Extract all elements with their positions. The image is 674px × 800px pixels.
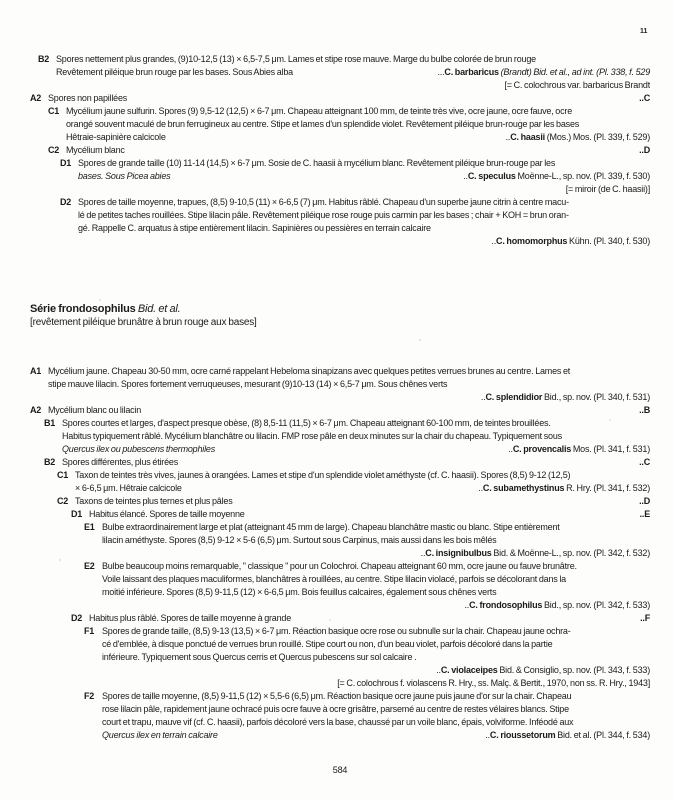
leader-dots: .. bbox=[508, 444, 513, 454]
species-reference bbox=[465, 600, 651, 610]
entry-line bbox=[71, 508, 650, 521]
species-name: C. homomorphus bbox=[496, 236, 568, 246]
entry-line bbox=[71, 612, 650, 625]
entry-line bbox=[38, 53, 650, 66]
species-reference bbox=[436, 665, 650, 675]
page-number: 584 bbox=[332, 765, 348, 775]
species-line bbox=[84, 547, 650, 560]
key-entry bbox=[60, 157, 650, 196]
entry-code: E1 bbox=[84, 522, 95, 532]
entry-code: D1 bbox=[71, 509, 83, 519]
identification-key-1 bbox=[30, 53, 650, 248]
key-entry bbox=[48, 105, 650, 144]
key-entry bbox=[57, 495, 650, 508]
entry-code: B2 bbox=[38, 54, 50, 64]
series-title: Série frondosophilus bbox=[30, 303, 136, 315]
entry-line bbox=[84, 690, 650, 703]
leader-dots: .. bbox=[478, 483, 483, 493]
entry-code: C2 bbox=[57, 496, 69, 506]
key-entry bbox=[71, 508, 650, 521]
key-entry bbox=[60, 196, 650, 248]
entry-code: E2 bbox=[84, 561, 95, 571]
species-authority: (Brandt) Bid. et al., ad int. (Pl. 338, f. 529 bbox=[498, 67, 650, 77]
entry-text: Revêtement piléique brun rouge par les bases. Sous Abies alba bbox=[56, 67, 293, 77]
species-reference bbox=[485, 729, 650, 742]
entry-code: A2 bbox=[30, 405, 42, 415]
entry-line bbox=[84, 521, 650, 534]
species-line bbox=[84, 664, 650, 677]
key-entry bbox=[71, 612, 650, 625]
synonym-line: [= miroir (de C. haasii)] bbox=[565, 184, 650, 194]
entry-text: Spores courtes et larges, d'aspect presque obèse, (8) 8,5-11 (11,5) × 6-7 μm. Chapeau atteignant 60-100 mm, de teintes brouillées. bbox=[62, 418, 551, 428]
entry-line bbox=[48, 131, 650, 144]
synonym-line: [= C. colochrous f. violascens R. Hry., ss. Malç. & Bertit., 1970, non ss. R. Hry., 1943] bbox=[337, 678, 650, 688]
entry-code: B2 bbox=[44, 457, 56, 467]
species-name: C. provencalis bbox=[512, 444, 572, 454]
species-reference bbox=[491, 236, 650, 246]
entry-text: Taxon de teintes très vives, jaunes à orangées. Lames et stipe d'un splendide violet améthyste (cf. C. haasii). Spores (8,5) 9-12 (12,5) bbox=[75, 470, 571, 480]
entry-line: Voile laissant des plaques maculiformes, blanchâtres à rouillées, au centre. Stipe lilacin violacé, parfois se décolorant dans la bbox=[102, 574, 566, 584]
page-content bbox=[30, 53, 650, 777]
species-reference bbox=[478, 482, 650, 495]
leader-dots: .. bbox=[436, 665, 441, 675]
species-reference bbox=[437, 66, 650, 79]
leader-dots: ... bbox=[437, 67, 445, 77]
entry-text: Taxons de teintes plus ternes et plus pâles bbox=[75, 496, 233, 506]
entry-code: C1 bbox=[57, 470, 69, 480]
species-authority: Moënne-L., sp. nov. (Pl. 339, f. 530) bbox=[515, 171, 650, 181]
species-authority: Bid., sp. nov. (Pl. 340, f. 531) bbox=[542, 392, 650, 402]
key-jump-letter: ..C bbox=[639, 457, 650, 467]
entry-line: moitié inférieure. Spores (8,5) 9-11,5 (12) × 6-6,5 μm. Bois feuillus calcaires, également sous chênes verts bbox=[102, 587, 497, 597]
entry-text: Spores de taille moyenne, trapues, (8,5) 9-10,5 (11) × 6-6,5 (7) μm. Habitus râblé. Chapeau d'un superbe jaune citrin à centre macu- bbox=[78, 197, 569, 207]
entry-text: × 6-6,5 μm. Hêtraie calcicole bbox=[75, 483, 182, 493]
species-name: C. haasii bbox=[510, 132, 545, 142]
entry-line bbox=[30, 92, 650, 105]
entry-line: Habitus typiquement râblé. Mycélium blanchâtre ou lilacin. FMP rose pâle en deux minutes sur la chair du chapeau. Typiquement sous bbox=[62, 431, 562, 441]
species-line bbox=[30, 391, 650, 404]
species-name: C. speculus bbox=[467, 171, 516, 181]
entry-code: D2 bbox=[60, 197, 72, 207]
entry-line: lilacin améthyste. Spores (8,5) 9-12 × 5-6 (6,5) μm. Surtout sous Carpinus, mais aussi dans les bois mêlés bbox=[102, 535, 497, 545]
entry-text: Spores nettement plus grandes, (9)10-12,5 (13) × 6,5-7,5 μm. Lames et stipe rose mauve. Marge du bulbe colorée de brun rouge bbox=[56, 54, 536, 64]
entry-code: A1 bbox=[30, 366, 42, 376]
key-jump-letter: ..C bbox=[639, 93, 650, 103]
species-authority: Mos. (Pl. 341, f. 531) bbox=[571, 444, 650, 454]
species-reference bbox=[463, 170, 650, 183]
key-entry bbox=[84, 690, 650, 742]
entry-text: Spores différentes, plus étirées bbox=[62, 457, 179, 467]
key-entry bbox=[30, 404, 650, 417]
entry-line bbox=[84, 625, 650, 638]
key-jump-letter: ..E bbox=[639, 509, 650, 519]
entry-line bbox=[48, 105, 650, 118]
species-authority: Bid., sp. nov. (Pl. 342, f. 533) bbox=[542, 600, 650, 610]
species-name: C. frondosophilus bbox=[469, 600, 543, 610]
key-entry bbox=[57, 469, 650, 495]
entry-line bbox=[30, 365, 650, 378]
key-entry bbox=[38, 53, 650, 92]
entry-text: Habitus plus râblé. Spores de taille moyenne à grande bbox=[89, 613, 292, 623]
species-reference bbox=[421, 548, 650, 558]
entry-text: Quercus ilex en terrain calcaire bbox=[102, 730, 218, 740]
key-jump-letter: ..B bbox=[639, 405, 650, 415]
entry-code: F2 bbox=[84, 691, 95, 701]
entry-line bbox=[48, 144, 650, 157]
entry-line: stipe mauve lilacin. Spores fortement verruqueuses, mesurant (9)10-13 (14) × 6,5-7 μm. Sous chênes verts bbox=[48, 379, 448, 389]
entry-text: Mycélium jaune. Chapeau 30-50 mm, ocre carné rappelant Hebeloma sinapizans avec quelques petites verrues brunes au centre. Lames et bbox=[48, 366, 571, 376]
leader-dots: .. bbox=[464, 600, 470, 610]
entry-line bbox=[84, 729, 650, 742]
entry-text: Spores non papillées bbox=[48, 93, 128, 103]
key-jump-letter: ..D bbox=[639, 145, 650, 155]
key-entry bbox=[84, 560, 650, 612]
species-authority: Bid. et al. (Pl. 344, f. 534) bbox=[555, 730, 650, 740]
entry-line bbox=[57, 469, 650, 482]
entry-code: D1 bbox=[60, 158, 72, 168]
series-header bbox=[30, 302, 650, 316]
key-entry bbox=[84, 625, 650, 690]
entry-code: C1 bbox=[48, 106, 60, 116]
entry-line bbox=[30, 404, 650, 417]
species-name: C. subamethystinus bbox=[482, 483, 565, 493]
key-jump-letter: ..F bbox=[640, 613, 650, 623]
entry-text: bases. Sous Picea abies bbox=[78, 171, 171, 181]
entry-code: D2 bbox=[71, 613, 83, 623]
key-entry bbox=[30, 365, 650, 404]
species-line bbox=[60, 235, 650, 248]
species-name: C. rioussetorum bbox=[489, 730, 556, 740]
series-subtitle: [revêtement piléique brunâtre à brun rouge aux bases] bbox=[30, 317, 257, 328]
species-authority: Kühn. (Pl. 340, f. 530) bbox=[567, 236, 650, 246]
leader-dots: .. bbox=[463, 171, 468, 181]
key-jump-letter: ..D bbox=[639, 496, 650, 506]
entry-line bbox=[44, 443, 650, 456]
entry-text: Spores de grande taille, (8,5) 9-13 (13,5) × 6-7 μm. Réaction basique ocre rose ou subnulle sur la chair. Chapeau jaune ochra- bbox=[102, 626, 571, 636]
key-entry bbox=[44, 456, 650, 469]
entry-line bbox=[38, 66, 650, 79]
species-reference bbox=[481, 392, 650, 402]
entry-text: Bulbe beaucoup moins remarquable, " classique " pour un Colochroi. Chapeau atteignant 60 mm, ocre jaune ou fauve brunâtre. bbox=[102, 561, 577, 571]
species-authority: (Mos.) Mos. (Pl. 339, f. 529) bbox=[544, 132, 650, 142]
entry-code: A2 bbox=[30, 93, 42, 103]
entry-text: Mycélium blanc ou lilacin bbox=[48, 405, 142, 415]
entry-line: gé. Rappelle C. arquatus à stipe entièrement lilacin. Sapinières ou pessières en terrain calcaire bbox=[78, 223, 431, 233]
entry-text: Hêtraie-sapinière calcicole bbox=[66, 132, 166, 142]
entry-code: B1 bbox=[44, 418, 56, 428]
entry-line bbox=[44, 456, 650, 469]
species-reference bbox=[506, 131, 650, 144]
entry-text: Mycélium jaune sulfurin. Spores (9) 9,5-12 (12,5) × 6-7 μm. Chapeau atteignant 100 mm, de teinte très vive, ocre jaune, ocre fauve, ocre bbox=[66, 106, 573, 116]
entry-line bbox=[84, 560, 650, 573]
entry-line bbox=[60, 157, 650, 170]
entry-line bbox=[60, 170, 650, 183]
leader-dots: .. bbox=[420, 548, 426, 558]
leader-dots: .. bbox=[485, 730, 490, 740]
entry-text: Mycélium blanc bbox=[66, 145, 125, 155]
identification-key-2 bbox=[30, 365, 650, 742]
species-name: C. splendidior bbox=[485, 392, 543, 402]
entry-code: C2 bbox=[48, 145, 60, 155]
species-line bbox=[84, 599, 650, 612]
species-authority: Bid. & Consiglio, sp. nov. (Pl. 343, f. 533) bbox=[497, 665, 650, 675]
species-authority: R. Hry. (Pl. 341, f. 532) bbox=[564, 483, 650, 493]
leader-dots: .. bbox=[505, 132, 511, 142]
entry-line: lé de petites taches rouillées. Stipe lilacin pâle. Revêtement piléique rose rouge puis carmin par les bases ; chair + KOH = brun oran- bbox=[78, 210, 569, 220]
synonym-line: [= C. colochrous var. barbaricus Brandt bbox=[504, 80, 650, 90]
entry-text: Bulbe extraordinairement large et plat (atteignant 45 mm de large). Chapeau blanchâtre mastic ou blanc. Stipe entièrement bbox=[102, 522, 560, 532]
key-entry bbox=[84, 521, 650, 560]
species-name: C. insignibulbus bbox=[425, 548, 492, 558]
entry-text: Habitus élancé. Spores de taille moyenne bbox=[89, 509, 245, 519]
entry-line: inférieure. Typiquement sous Quercus cerris et Quercus pubescens sur sol calcaire . bbox=[102, 652, 417, 662]
corner-mark: 11 bbox=[640, 28, 648, 35]
key-entry bbox=[30, 92, 650, 105]
key-entry bbox=[48, 144, 650, 157]
entry-line bbox=[57, 495, 650, 508]
entry-code: F1 bbox=[84, 626, 95, 636]
species-authority: Bid. & Moënne-L., sp. nov. (Pl. 342, f. 532) bbox=[491, 548, 650, 558]
entry-line: cé d'emblée, à disque ponctué de verrues brun rouillé. Stipe court ou non, d'un beau violet, parfois décoloré dans la partie bbox=[102, 639, 553, 649]
entry-line: orangé souvent maculé de brun ferrugineux au centre. Stipe et lames d'un splendide violet. Revêtement piléique brun-rouge par les bases bbox=[66, 119, 580, 129]
species-name: C. violaceipes bbox=[440, 665, 498, 675]
entry-text: Spores de taille moyenne, (8,5) 9-11,5 (12) × 5,5-6 (6,5) μm. Réaction basique ocre jaune puis jaune d'or sur la chair. Chapeau bbox=[102, 691, 572, 701]
species-name: C. barbaricus bbox=[444, 67, 499, 77]
entry-line bbox=[57, 482, 650, 495]
series-authors: Bid. et al. bbox=[137, 303, 181, 315]
entry-text: Quercus ilex ou pubescens thermophiles bbox=[62, 444, 215, 454]
key-entry bbox=[44, 417, 650, 456]
species-reference bbox=[508, 443, 650, 456]
entry-line: court et trapu, mauve vif (cf. C. haasii), parfois décoloré vers la base, chaussé par un voile blanc, épais, volviforme. Inféodé aux bbox=[102, 717, 574, 727]
leader-dots: .. bbox=[491, 236, 497, 246]
entry-line: rose lilacin pâle, rapidement jaune ochracé puis ocre fauve à ocre grisâtre, parsemé au centre de restes vélaires blancs. Stipe bbox=[102, 704, 569, 714]
entry-text: Spores de grande taille (10) 11-14 (14,5) × 6-7 μm. Sosie de C. haasii à mycélium blanc. Revêtement piléique brun-rouge par les bbox=[78, 158, 556, 168]
entry-line bbox=[60, 196, 650, 209]
leader-dots: .. bbox=[480, 392, 486, 402]
entry-line bbox=[44, 417, 650, 430]
